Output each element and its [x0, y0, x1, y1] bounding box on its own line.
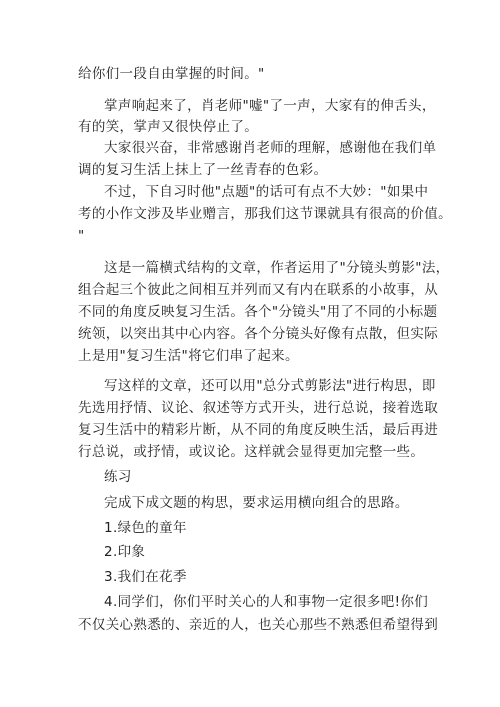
text-line: "	[78, 228, 85, 244]
exercise-item: 4.同学们，你们平时关心的人和事物一定很多吧!你们	[104, 594, 429, 610]
text-line: 复习生活中的精彩片断，从不同的角度反映生活，最后再进	[78, 422, 439, 438]
paragraph-first-line: 写这样的文章，还可以用"总分式剪影法"进行构思，即	[104, 378, 436, 394]
text-line: 行总说，或抒情，或议论。这样就会显得更加完整一些。	[78, 444, 425, 460]
exercise-item: 3.我们在花季	[104, 569, 187, 585]
text-line: 组合起三个彼此之间相互并列而又有内在联系的小故事，从	[78, 282, 439, 298]
text-line: 不同的角度反映复习生活。各个"分镜头"用了不同的小标题	[78, 304, 438, 320]
text-line: 上是用"复习生活"将它们串了起来。	[78, 348, 299, 364]
text-line: 考的小作文涉及毕业赠言，那我们这节课就具有很高的价值。	[78, 206, 452, 222]
text-line: 调的复习生活上抹上了一丝青春的色彩。	[78, 162, 328, 178]
paragraph-first-line: 这是一篇横式结构的文章，作者运用了"分镜头剪影"法，	[104, 260, 450, 276]
text-line: 统领，以突出其中心内容。各个分镜头好像有点散，但实际	[78, 326, 439, 342]
text-line: 先选用抒情、议论、叙述等方式开头，进行总说，接着选取	[78, 400, 439, 416]
text-line: 有的笑，掌声又很快停止了。	[78, 119, 259, 135]
paragraph-first-line: 掌声响起来了，肖老师"嘘"了一声，大家有的伸舌头，	[104, 98, 436, 114]
text-line: 给你们一段自由掌握的时间。"	[78, 66, 265, 82]
exercise-instruction: 完成下成文题的构思，要求运用横向组合的思路。	[104, 495, 409, 511]
exercise-item: 1.绿色的童年	[104, 520, 187, 536]
paragraph-first-line: 大家很兴奋，非常感谢肖老师的理解，感谢他在我们单	[104, 140, 437, 156]
text-line: 不仅关心熟悉的、亲近的人，也关心那些不熟悉但希望得到	[78, 617, 439, 633]
exercise-item: 2.印象	[104, 544, 146, 560]
paragraph-first-line: 不过，下自习时他"点题"的话可有点不大妙："如果中	[104, 184, 429, 200]
section-heading: 练习	[104, 469, 132, 485]
